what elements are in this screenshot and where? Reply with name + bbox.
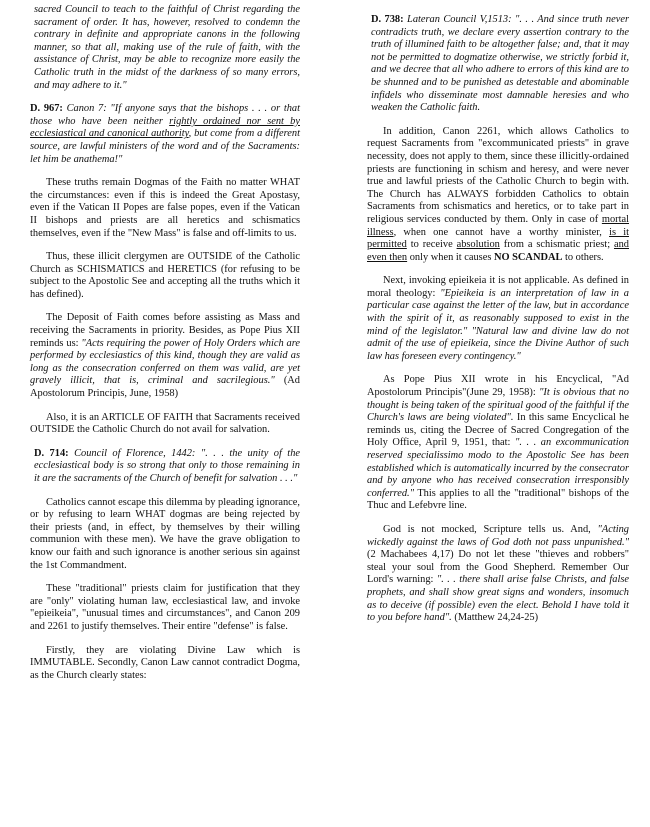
- text-encyclical-middle: In this same Encyclical he reminds us, citing the Decree of Sacred Congregation of the Holy Office, April 9, 1951, that:: [367, 412, 629, 449]
- quote-canon7-a: Canon 7: "If anyone says that the bishops . . . or that those who have been neither: [30, 103, 300, 127]
- quote-encyclical-obvious: "It is obvious that no thought is being taken of the spiritual good of the faithful if the Church's laws are being violated".: [367, 387, 629, 424]
- paragraph-illicit-clergymen: Thus, these illicit clergymen are OUTSIDE of the Catholic Church as SCHISMATICS and HERETICS (for refusing to be subject to the Apostolic See and accepting all the truths which it has defined).: [30, 251, 300, 300]
- text-canon-2261-e: only when it causes: [407, 251, 494, 263]
- paragraph-truths-remain: These truths remain Dogmas of the Faith no matter WHAT the circumstances: even if this is indeed the Great Apostasy, even if the Vatican II Popes are false popes, even if the Vatican II bishops and priests are all heretics and schismatics themselves, even if the "New Mass" is false and off-limits to us.: [30, 177, 300, 239]
- paragraph-canon-2261: [367, 126, 629, 265]
- quote-excommunication: ". . . an excommunication reserved specialissimo modo to the Apostolic See has been established which is automatically incurred by the consecrator and by anyone who has received consecration irresponsibly conferred.": [367, 437, 629, 499]
- text-and-even-then: and even then: [367, 239, 629, 263]
- paragraph-d967: [30, 103, 300, 166]
- paragraph-epieikeia: [367, 275, 629, 363]
- quote-pius-xii-acts: "Acts requiring the power of Holy Orders which are performed by ecclesiastics of this kind, though they are valid as long as the consecration conferred on them was valid, are yet gravely illicit, that is, criminal and sacrilegious.": [30, 337, 300, 387]
- text-absolution: absolution: [456, 239, 500, 251]
- paragraph-d738: [367, 14, 629, 115]
- paragraph-divine-law: Firstly, they are violating Divine Law which is IMMUTABLE. Secondly, Canon Law cannot contradict Dogma, as the Church clearly states:: [30, 644, 300, 681]
- text-thieves-robbers: (2 Machabees 4,17) Do not let these "thieves and robbers" steal your soul from the Good Shepherd. Remember Our Lord's warning:: [367, 549, 629, 586]
- quote-matthew: ". . . there shall arise false Christs, and false prophets, and shall show great signs and wonders, insomuch as to deceive (if possible) even the elect. Behold I have told it to you before hand".: [367, 574, 630, 624]
- text-mortal-illness: mortal illness: [367, 213, 629, 238]
- paragraph-council-teaching: sacred Council to teach to the faithful of Christ regarding the sacrament of order. It has, however, resolved to condemn the contrary in definite and appropriate canons in the following manner, so that all, making use of the rule of faith, with the assistance of Christ, may be able to recognize more easily the Catholic truth in the midst of the darkness of so many errors, and may adhere to it.": [34, 4, 300, 91]
- text-canon-2261-a: In addition, Canon 2261, which allows Catholics to request Sacraments from "excommunicated priests" in grave necessity, does not apply to them, since these illicitly-ordained priests are functioning in schism and heresy, and were never true and lawful priests of the Catholic Church to begin with. The Church has ALWAYS forbidden Catholics to obtain Sacraments from schismatics and heretics, or to take part in religious services conducted by them. Only in case of: [367, 125, 629, 225]
- left-column: [30, 4, 300, 693]
- text-canon-2261-d: from a schismatic priest;: [499, 239, 614, 251]
- quote-epieikeia-definition: "Epieikeia is an interpretation of law in a particular case against the letter of the law, but in accordance with the spirit of it, as reasonably supposed to exist in the mind of the legislator." "Natural law and divine law do not admit of the use of epieikeia, since the Divine Author of such law has foreseen every contingency.": [367, 287, 630, 362]
- paragraph-god-not-mocked: [367, 524, 629, 625]
- text-god-not-mocked: God is not mocked, Scripture tells us. And,: [383, 523, 598, 535]
- citation-matthew: (Matthew 24,24-25): [451, 612, 539, 624]
- paragraph-traditional-priests: These "traditional" priests claim for justification that they are "only" violating human law, ecclesiastical law, and invoke "epieikeia", "unusual times and circumstances", and Canon 209 and 2261 to justify themselves. Their entire "defense" is false.: [30, 583, 300, 632]
- text-canon-2261-f: to others.: [562, 251, 604, 263]
- paragraph-article-of-faith: Also, it is an ARTICLE OF FAITH that Sacraments received OUTSIDE the Catholic Church do not avail for salvation.: [30, 411, 300, 436]
- reference-d714: D. 714:: [34, 447, 69, 459]
- reference-d967: D. 967:: [30, 103, 63, 115]
- text-encyclical-end: This applies to all the "traditional" bishops of the Thuc and Lefebvre line.: [367, 487, 629, 512]
- paragraph-deposit-of-faith: [30, 312, 300, 400]
- quote-machabees: "Acting wickedly against the laws of God doth not pass unpunished.": [367, 523, 629, 548]
- quote-council-florence: Council of Florence, 1442: ". . . the unity of the ecclesiastical body is so strong that only to those remaining in it are the sacraments of the Church of benefit for salvation . . .": [34, 447, 300, 484]
- quote-lateran-council: Lateran Council V,1513: ". . . And since truth never contradicts truth, we declare every assertion contrary to the truth of illumined faith to be altogether false; and, that it may not be permitted to dogmatize otherwise, we strictly forbid it, and we decree that all who adhere to errors of this kind are to be shunned and to be punished as detestable and abominable infidels who disseminate most damnable heresies and who weaken the Catholic faith.: [371, 14, 629, 114]
- citation-ad-apostolorum: (Ad Apostolorum Principis, June, 1958): [30, 375, 300, 400]
- paragraph-d714: [30, 448, 300, 486]
- text-is-it-permitted: is it permitted: [367, 226, 629, 251]
- text-encyclical-intro: As Pope Pius XII wrote in his Encyclical, "Ad Apostolorum Principis"(June 29, 1958):: [367, 374, 629, 399]
- quote-canon7-underlined: rightly ordained nor sent by ecclesiastical and canonical authority: [30, 115, 300, 140]
- right-column: [367, 14, 629, 636]
- text-deposit-intro: The Deposit of Faith comes before assisting as Mass and receiving the Sacraments in priority. Besides, as Pope Pius XII reminds us:: [30, 312, 300, 349]
- text-epieikeia-intro: Next, invoking epieikeia it is not applicable. As defined in moral theology:: [367, 275, 629, 299]
- quote-canon7-b: , but come from a different source, are lawful ministers of the word and of the Sacraments: let him be anathema!": [30, 128, 300, 165]
- reference-d738: D. 738:: [371, 14, 404, 25]
- paragraph-dilemma: Catholics cannot escape this dilemma by pleading ignorance, or by refusing to learn WHAT dogmas are being rejected by their priests (and, in effect, by themselves by their willing communion with these men). We have the grave obligation to know our faith and such ignorance is another serious sin against the 1st Commandment.: [30, 496, 300, 571]
- paragraph-pius-xii-encyclical: [367, 374, 629, 513]
- text-canon-2261-c: to receive: [406, 239, 457, 251]
- text-canon-2261-b: , when one cannot have a worthy minister,: [393, 226, 610, 238]
- text-no-scandal: NO SCANDAL: [493, 251, 563, 263]
